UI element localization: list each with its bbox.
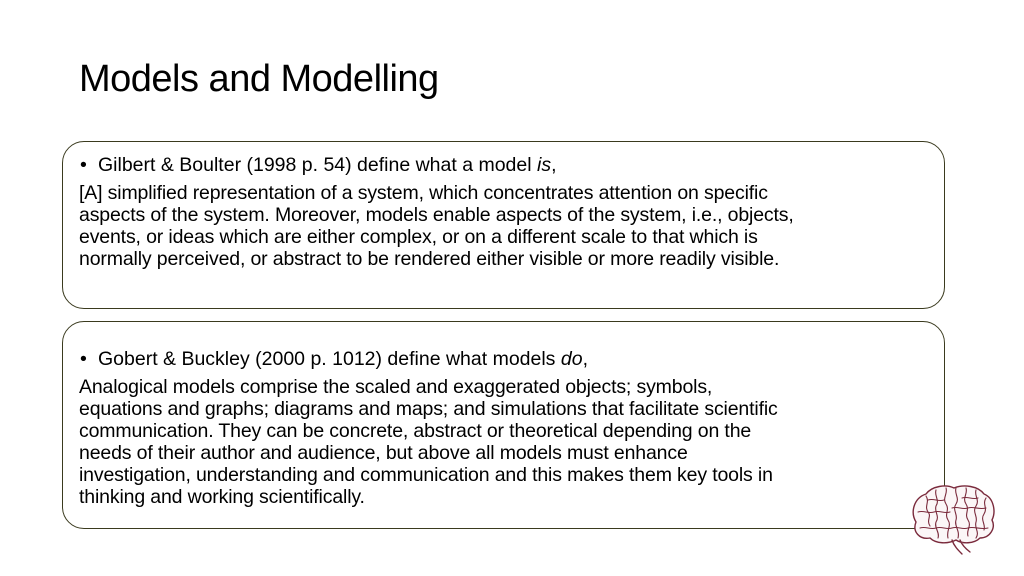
bullet-emphasis: do — [560, 348, 583, 370]
quote-gilbert — [79, 182, 940, 270]
bullet-dot-icon: • — [80, 348, 87, 370]
bullet-dot-icon: • — [80, 154, 87, 176]
quote-line: aspects of the system. Moreover, models enable aspects of the system, i.e., objects, — [79, 204, 794, 226]
bullet-suffix: , — [551, 154, 557, 176]
brain-icon — [906, 482, 998, 556]
quote-line: needs of their author and audience, but above all models must enhance — [79, 442, 688, 464]
quote-line: communication. They can be concrete, abstract or theoretical depending on the — [79, 420, 752, 442]
quote-line: normally perceived, or abstract to be rendered either visible or more readily visible. — [79, 248, 780, 270]
quote-gobert — [79, 376, 940, 508]
bullet-suffix: , — [582, 348, 588, 370]
bullet-text: Gobert & Buckley (2000 p. 1012) define what models — [98, 348, 561, 370]
quote-line: [A] simplified representation of a system, which concentrates attention on specific — [79, 182, 768, 204]
quote-line: equations and graphs; diagrams and maps; and simulations that facilitate scientific — [79, 398, 778, 420]
definition-box-gobert — [62, 321, 945, 529]
bullet-gobert — [79, 348, 940, 370]
bullet-emphasis: is — [537, 154, 552, 176]
quote-line: thinking and working scientifically. — [79, 486, 365, 508]
bullet-text: Gilbert & Boulter (1998 p. 54) define what a model — [98, 154, 537, 176]
definition-box-gilbert — [62, 141, 945, 309]
quote-line: events, or ideas which are either complex, or on a different scale to that which is — [79, 226, 758, 248]
quote-line: Analogical models comprise the scaled and exaggerated objects; symbols, — [79, 376, 713, 398]
quote-line: investigation, understanding and communication and this makes them key tools in — [79, 464, 773, 486]
bullet-gilbert — [79, 154, 940, 176]
slide-title: Models and Modelling — [79, 58, 439, 100]
